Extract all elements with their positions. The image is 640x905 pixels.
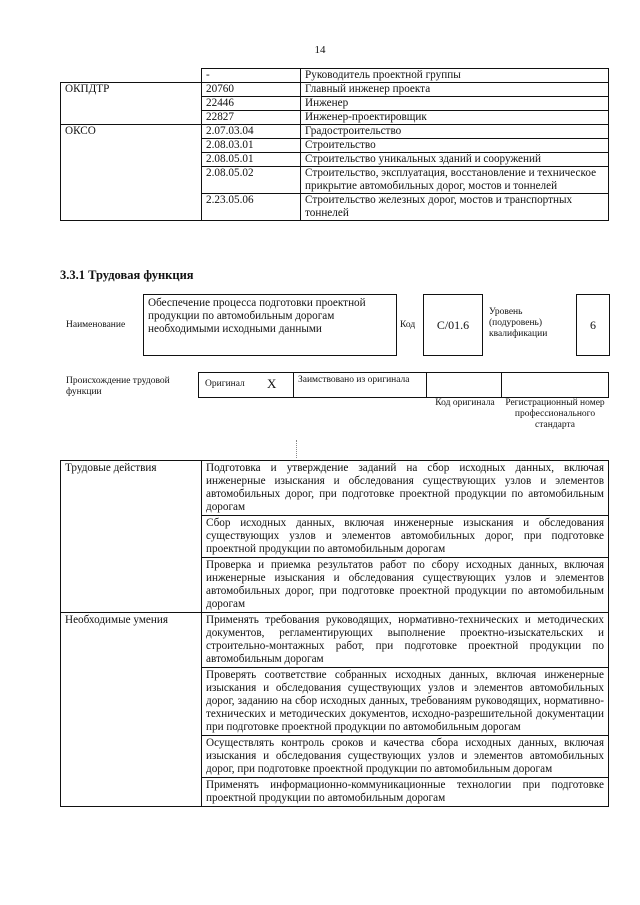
table-row: ОКПДТР 20760 Главный инженер проекта <box>61 83 609 97</box>
borrowed-label: Заимствовано из оригинала <box>298 375 410 385</box>
registration-caption: Регистрационный номер профессионального стандарта <box>505 398 605 430</box>
registration-cell <box>501 372 609 398</box>
table-row: ОКСО 2.07.03.04 Градостроительство <box>61 125 609 139</box>
function-table <box>60 460 609 807</box>
table-row: Сбор исходных данных, включая инженерные изыскания и обследования существующих узлов и элементов автомобильных дорог, при подготовке проектной продукции по автомобильным дорогам <box>61 516 609 558</box>
origin-row <box>198 372 610 398</box>
table-row: 2.23.05.06 Строительство железных дорог, мостов и транспортных тоннелей <box>61 194 609 221</box>
borrowed-cell <box>293 372 427 398</box>
classifier-okso: ОКСО <box>61 125 202 221</box>
classifier-okpdtr: ОКПДТР <box>61 83 202 125</box>
table-row: 2.08.05.01 Строительство уникальных зданий и сооружений <box>61 153 609 167</box>
table-row: Осуществлять контроль сроков и качества сбора исходных данных, включая изыскания и обследования существующих узлов и элементов автомобильных дорог, при подготовке проектной продукции по автомобильным дорогам <box>61 736 609 778</box>
origin-code-cell <box>426 372 502 398</box>
table-row: 2.08.03.01 Строительство <box>61 139 609 153</box>
original-cell <box>198 372 294 398</box>
table-row: 22827 Инженер-проектировщик <box>61 111 609 125</box>
function-name-box: Обеспечение процесса подготовки проектной продукции по автомобильным дорогам необходимыми исходными данными <box>143 294 397 356</box>
original-label: Оригинал <box>205 379 245 389</box>
table-row: Применять информационно-коммуникационные технологии при подготовке проектной продукции по автомобильным дорогам <box>61 778 609 807</box>
table-row: Трудовые действия Подготовка и утверждение заданий на сбор исходных данных, включая инженерные изыскания и обследования существующих узлов и элементов автомобильных дорог, при подготовке проектной продукции по автомобильным дорогам <box>61 461 609 516</box>
section-title: 3.3.1 Трудовая функция <box>60 268 194 282</box>
labor-actions-label: Трудовые действия <box>61 461 202 613</box>
level-label: Уровень (подуровень) квалификации <box>489 307 548 339</box>
code-label: Код <box>400 320 416 330</box>
table-row: 2.08.05.02 Строительство, эксплуатация, восстановление и техническое прикрытие автомобильных дорог, мостов и тоннелей <box>61 167 609 194</box>
skills-label: Необходимые умения <box>61 613 202 807</box>
table-row: Проверка и приемка результатов работ по сбору исходных данных, включая инженерные изыскания и обследования существующих узлов и элементов автомобильных дорог, при подготовке проектной продукции по автомобильным дорогам <box>61 558 609 613</box>
page-number: 14 <box>314 44 326 56</box>
function-code-box: C/01.6 <box>423 294 483 356</box>
original-mark: X <box>267 376 277 391</box>
table-row: Необходимые умения Применять требования руководящих, нормативно-технических и методических документов, регламентирующих выполнение проектно-изыскательских и строительно-монтажных работ, при подготовке проектной продукции по автомобильным дорогам <box>61 613 609 668</box>
table-row: 22446 Инженер <box>61 97 609 111</box>
origin-label: Происхождение трудовой функции <box>66 376 170 397</box>
table-row: Проверять соответствие собранных исходных данных, включая инженерные изыскания и обследования существующих узлов и элементов автомобильных дорог, заданию на сбор исходных данных, требованиям руководящих, нормативно-технических и методических документов, исходно-разрешительной документации при подготовке проектной продукции по автомобильным дорогам <box>61 668 609 736</box>
codes-table <box>60 68 609 221</box>
table-row: - Руководитель проектной группы <box>61 69 609 83</box>
name-label: Наименование <box>66 320 126 330</box>
qualification-level-box: 6 <box>576 294 610 356</box>
divider <box>296 440 297 458</box>
origin-code-caption: Код оригинала <box>435 398 495 408</box>
